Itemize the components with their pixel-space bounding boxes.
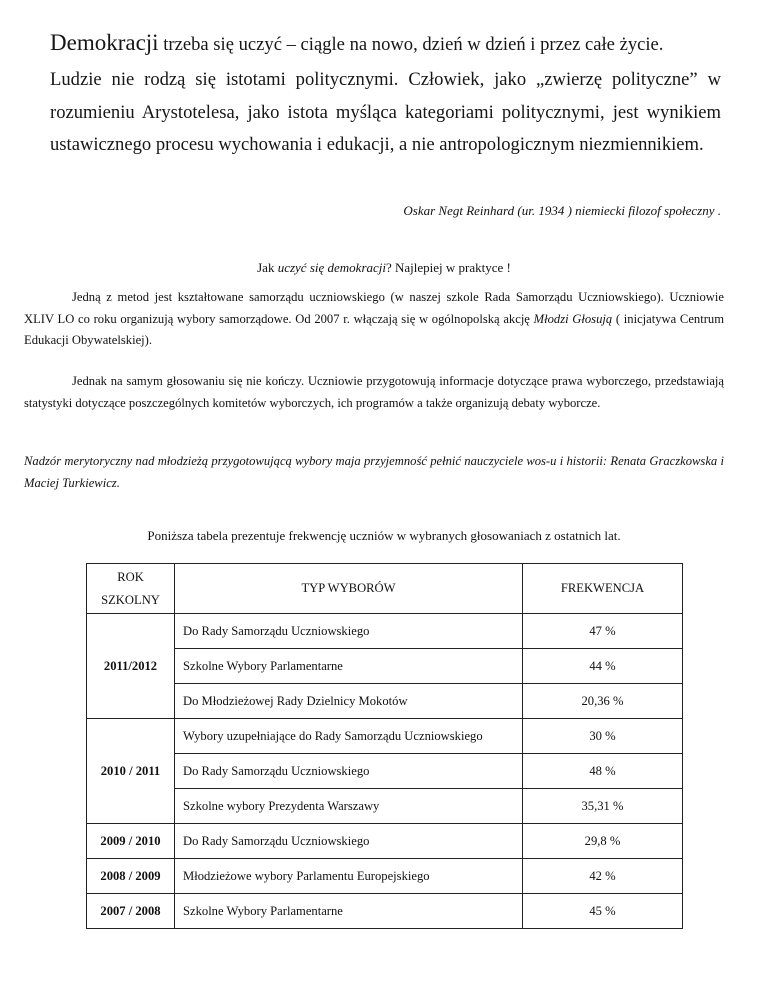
type-cell: Szkolne wybory Prezydenta Warszawy (175, 789, 523, 824)
year-cell: 2007 / 2008 (87, 894, 175, 929)
type-cell: Wybory uzupełniające do Rady Samorządu Uczniowskiego (175, 719, 523, 754)
paragraph-1-c: ( inicjatywa Centrum Edukacji Obywatelskiej). (24, 311, 724, 347)
paragraph-1-a: Jedną z metod jest kształtowane samorządu uczniowskiego (w naszej szkole Rada Samorządu Uczniowskiego). Uczniowie XLIV LO co roku organizują wybory samorządowe. Od 2007 r. włączają się w ogólnopolską akcję (24, 290, 724, 326)
table-row (87, 649, 683, 684)
intro-line (0, 260, 768, 276)
header-type: TYP WYBORÓW (175, 564, 523, 614)
type-cell: Do Rady Samorządu Uczniowskiego (175, 754, 523, 789)
frequency-cell: 48 % (523, 754, 683, 789)
year-cell: 2010 / 2011 (87, 719, 175, 824)
header-frequency: FREKWENCJA (523, 564, 683, 614)
paragraph-1-italic: Młodzi Głosują (533, 311, 613, 326)
table-row (87, 754, 683, 789)
paragraph-1 (24, 287, 724, 352)
turnout-table (86, 563, 683, 929)
paragraph-3: Nadzór merytoryczny nad młodzieżą przygotowującą wybory maja przyjemność pełnić nauczyciele wos-u i historii: Renata Graczkowska i Maciej Turkiewicz. (24, 454, 724, 490)
table-row (87, 894, 683, 929)
quote-body: Ludzie nie rodzą się istotami politycznymi. Człowiek, jako „zwierzę polityczne” w rozumieniu Arystotelesa, jako istota myśląca kategoriami politycznymi, jest wynikiem ustawicznego procesu wychowania i edukacji, a nie antropologicznym niezmiennikiem. (50, 69, 721, 155)
quote-attribution: Oskar Negt Reinhard (ur. 1934 ) niemiecki filozof społeczny . (403, 203, 721, 218)
table-header-row (87, 564, 683, 614)
header-year-line2: SZKOLNY (101, 592, 160, 607)
frequency-cell: 42 % (523, 859, 683, 894)
frequency-cell: 47 % (523, 614, 683, 649)
header-year-line1: ROK (117, 569, 144, 584)
quote-first-line (50, 30, 721, 56)
intro-italic: uczyć się demokracji (277, 260, 386, 275)
frequency-cell: 44 % (523, 649, 683, 684)
paragraph-2 (24, 371, 724, 414)
table-row (87, 859, 683, 894)
type-cell: Szkolne Wybory Parlamentarne (175, 649, 523, 684)
frequency-cell: 45 % (523, 894, 683, 929)
table-caption: Poniższa tabela prezentuje frekwencję uczniów w wybranych głosowaniach z ostatnich lat. (147, 528, 621, 543)
paragraph-2-text: Jednak na samym głosowaniu się nie kończy. Uczniowie przygotowują informacje dotyczące prawa wyborczego, przedstawiają statystyki dotyczące poszczególnych komitetów wyborczych, ich programów a także organizują debaty wyborcze. (24, 374, 724, 410)
type-cell: Do Rady Samorządu Uczniowskiego (175, 824, 523, 859)
table-row (87, 719, 683, 754)
frequency-cell: 35,31 % (523, 789, 683, 824)
table-row (87, 684, 683, 719)
table-row (87, 824, 683, 859)
header-year (87, 564, 175, 614)
year-cell: 2011/2012 (87, 614, 175, 719)
year-cell: 2008 / 2009 (87, 859, 175, 894)
table-row (87, 614, 683, 649)
type-cell: Szkolne Wybory Parlamentarne (175, 894, 523, 929)
intro-a: Jak (257, 260, 278, 275)
type-cell: Do Młodzieżowej Rady Dzielnicy Mokotów (175, 684, 523, 719)
frequency-cell: 20,36 % (523, 684, 683, 719)
frequency-cell: 29,8 % (523, 824, 683, 859)
frequency-cell: 30 % (523, 719, 683, 754)
intro-c: ? Najlepiej w praktyce ! (386, 260, 511, 275)
year-cell: 2009 / 2010 (87, 824, 175, 859)
type-cell: Do Rady Samorządu Uczniowskiego (175, 614, 523, 649)
quote-first-line-rest: trzeba się uczyć – ciągle na nowo, dzień w dzień i przez całe życie. (158, 34, 664, 55)
type-cell: Młodzieżowe wybory Parlamentu Europejskiego (175, 859, 523, 894)
quote-first-word: Demokracji (50, 30, 159, 55)
table-row (87, 789, 683, 824)
